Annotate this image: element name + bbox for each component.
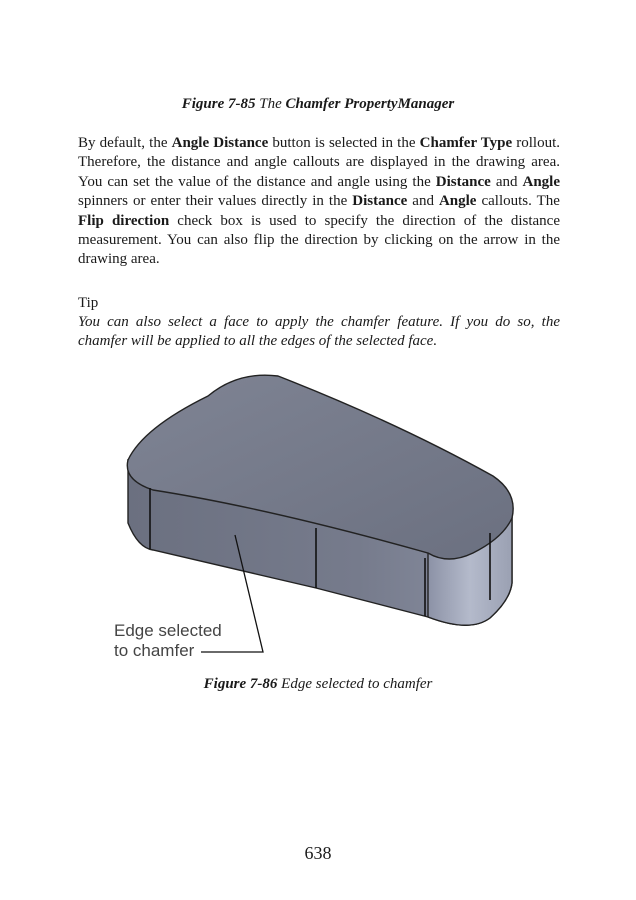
figure-caption-7-86 [0, 676, 636, 693]
term-angle: Angle [522, 173, 560, 190]
figure-7-86-illustration [98, 368, 530, 668]
figure-caption-the: The [259, 96, 282, 112]
term-angle-distance: Angle Distance [171, 135, 269, 151]
term-flip-direction: Flip direction [78, 212, 170, 229]
tip-body: You can also select a face to apply the chamfer feature. If you do so, the chamfer will be applied to all the edges of the selected face. [78, 314, 560, 350]
figure-title: Edge selected to chamfer [281, 676, 433, 692]
figure-label: Figure 7-85 [181, 96, 256, 112]
paragraph-text: rollout. Therefore, the distance and angle callouts are displayed in the drawing area. You can set the value of the distance and angle using the [78, 135, 560, 190]
paragraph-text: By default, the [78, 135, 172, 151]
paragraph-text: and [490, 173, 523, 190]
figure-label: Figure 7-86 [203, 676, 278, 692]
term-distance: Distance [435, 173, 491, 190]
paragraph-text: check box is used to specify the direction of the distance measurement. You can also flip the direction by clicking on the arrow in the drawing area. [78, 212, 560, 268]
figure-title: Chamfer PropertyManager [285, 96, 455, 112]
body-paragraph [78, 134, 560, 270]
term-chamfer-type: Chamfer Type [419, 135, 513, 151]
callout-text-line1: Edge selected [114, 621, 222, 640]
page-number: 638 [304, 843, 332, 863]
term-distance: Distance [352, 193, 408, 210]
figure-caption-7-85 [0, 96, 636, 113]
tip-heading: Tip [78, 295, 99, 311]
paragraph-text: and [407, 193, 439, 210]
callout-text-line2: to chamfer [114, 641, 195, 660]
term-angle: Angle [438, 193, 477, 210]
paragraph-text: callouts. The [476, 193, 560, 210]
paragraph-text: spinners or enter their values directly in the [78, 193, 353, 210]
paragraph-text: button is selected in the [268, 135, 420, 151]
